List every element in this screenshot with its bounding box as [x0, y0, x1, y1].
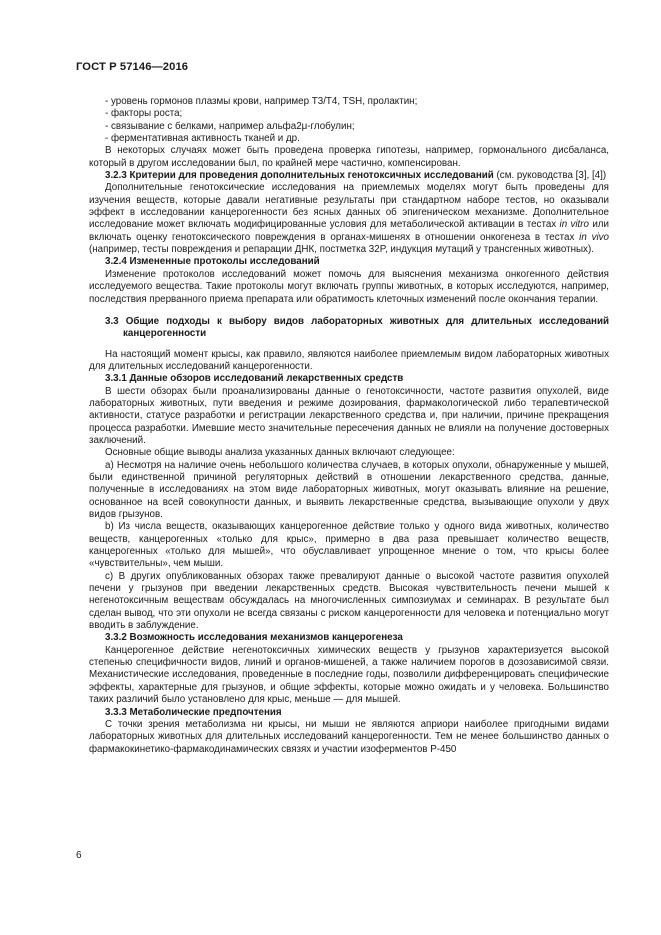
italic-term: in vitro [559, 219, 589, 231]
section-heading-3-3-3: 3.3.3 Метаболические предпочтения [105, 706, 282, 718]
text-run: или включать оценку генотоксического повреждения в органах-мишенях в отношении онкогенеза в тестах [89, 219, 610, 243]
standard-header: ГОСТ Р 57146—2016 [76, 61, 189, 73]
paragraph: Изменение протоколов исследований может помочь для выяснения механизма онкогенного действия исследуемого вещества. Такие протоколы могут включать группы животных, в которых исследуются, например, последствия прерванного приема препарата или обратимость клеточных изменений после окончания терапии. [89, 268, 609, 305]
paragraph: b) Из числа веществ, оказывающих канцерогенное действие только у одного вида животных, количество веществ, канцерогенных «только для крыс», примерно в два раза превышает количество веществ, канцерогенных «только для мышей», что обуславливает упрощенное мнение о том, что крысы более «чувствительны», чем мыши. [89, 521, 609, 570]
list-item: - связывание с белками, например альфа2μ-глобулин; [105, 120, 355, 132]
heading-text: 3.2.3 Критерии для проведения дополнительных генотоксичных исследований [105, 170, 494, 182]
paragraph: Основные общие выводы анализа указанных данных включают следующее: [105, 447, 455, 459]
paragraph: В шести обзорах были проанализированы данные о генотоксичности, частоте развития опухолей, виде лабораторных животных, пути введения и режиме дозирования, фармакологической либо терапевтической активности, статусе разработки и регистрации лекарственного средства и, при наличии, причине прекращения процесса разработки. Имевшие место значительные пересечения данных не влияли на получение достоверных заключений. [89, 385, 609, 446]
italic-term: in vivo [579, 231, 609, 243]
text-run: Дополнительные генотоксические исследования на приемлемых моделях могут быть проведены для изучения веществ, которые давали негативные результаты при стандартном наборе тестов, но оказывали эффект в исследовании канцерогенности без ясных данных об эпигеническом механизме. Дополнительное исследование может включать модифицированные условия для метаболической активации в тестах [89, 182, 609, 231]
document-body [89, 96, 609, 756]
section-heading-3-2-4: 3.2.4 Измененные протоколы исследований [105, 256, 320, 268]
list-item: - уровень гормонов плазмы крови, например T3/T4, TSH, пролактин; [105, 96, 418, 107]
heading-reference: (см. руководства [3], [4]) [493, 170, 607, 182]
list-item: - ферментативная активность тканей и др. [105, 133, 300, 145]
section-heading-3-2-3 [89, 170, 609, 182]
paragraph: с) В других опубликованных обзорах также превалируют данные о высокой частоте развития опухолей печени у грызунов при введении лекарственных средств. Высокая чувствительность печени мышей к негенотоксичным веществам обсуждалась на многочисленных симпозиумах и семинарах. В результате был сделан вывод, что эти опухоли не всегда связаны с риском канцерогенности для человека и потенциально могут вводить в заблуждение. [89, 570, 609, 632]
page-number: 6 [76, 850, 82, 861]
paragraph: Канцерогенное действие негенотоксичных химических веществ у грызунов характеризуется высокой степенью специфичности видов, линий и органов-мишеней, а также наличием порогов в дозозависимой связи. Механистические исследования, проведенные в последние годы, позволили дифференцировать специфические эффекты, характерные для грызунов, и общие эффекты, которые можно ожидать и у человека. Большинство таких различий было установлено для крыс, меньше — для мышей. [89, 644, 609, 706]
section-heading-3-3-2: 3.3.2 Возможность исследования механизмов канцерогенеза [105, 632, 403, 644]
paragraph: а) Несмотря на наличие очень небольшого количества случаев, в которых опухоли, обнаруженные у мышей, были единственной причиной регуляторных действий в отношении лекарственного средства, данные, полученные в исследованиях на этом виде лабораторных животных, могут оказывать влияние на решение, основанное на всей совокупности данных, и выявить лекарственные средства, вызывающие опухоли у двух видов грызунов. [89, 459, 609, 520]
paragraph: В некоторых случаях может быть проведена проверка гипотезы, например, гормонального дисбаланса, который в другом исследовании был, по крайней мере частично, компенсирован. [89, 145, 609, 169]
text-run: (например, тесты повреждения и репарации ДНК, постметка 32P, индукция мутаций у трансгенных животных). [89, 244, 594, 256]
paragraph [89, 182, 609, 256]
paragraph: С точки зрения метаболизма ни крысы, ни мыши не являются априори наиболее пригодными видами лабораторных животных для длительных исследований канцерогенности. Тем не менее большинство данных о фармакокинетико-фармакодинамических связях и участии изоферментов Р-450 [89, 718, 609, 755]
section-heading-3-3-1: 3.3.1 Данные обзоров исследований лекарственных средств [105, 373, 404, 385]
section-heading-3-3: 3.3 Общие подходы к выбору видов лабораторных животных для длительных исследований канцерогенности [105, 315, 609, 340]
list-item: - факторы роста; [105, 108, 183, 120]
paragraph: На настоящий момент крысы, как правило, являются наиболее приемлемым видом лабораторных животных для длительных исследований канцерогенности. [89, 348, 609, 372]
